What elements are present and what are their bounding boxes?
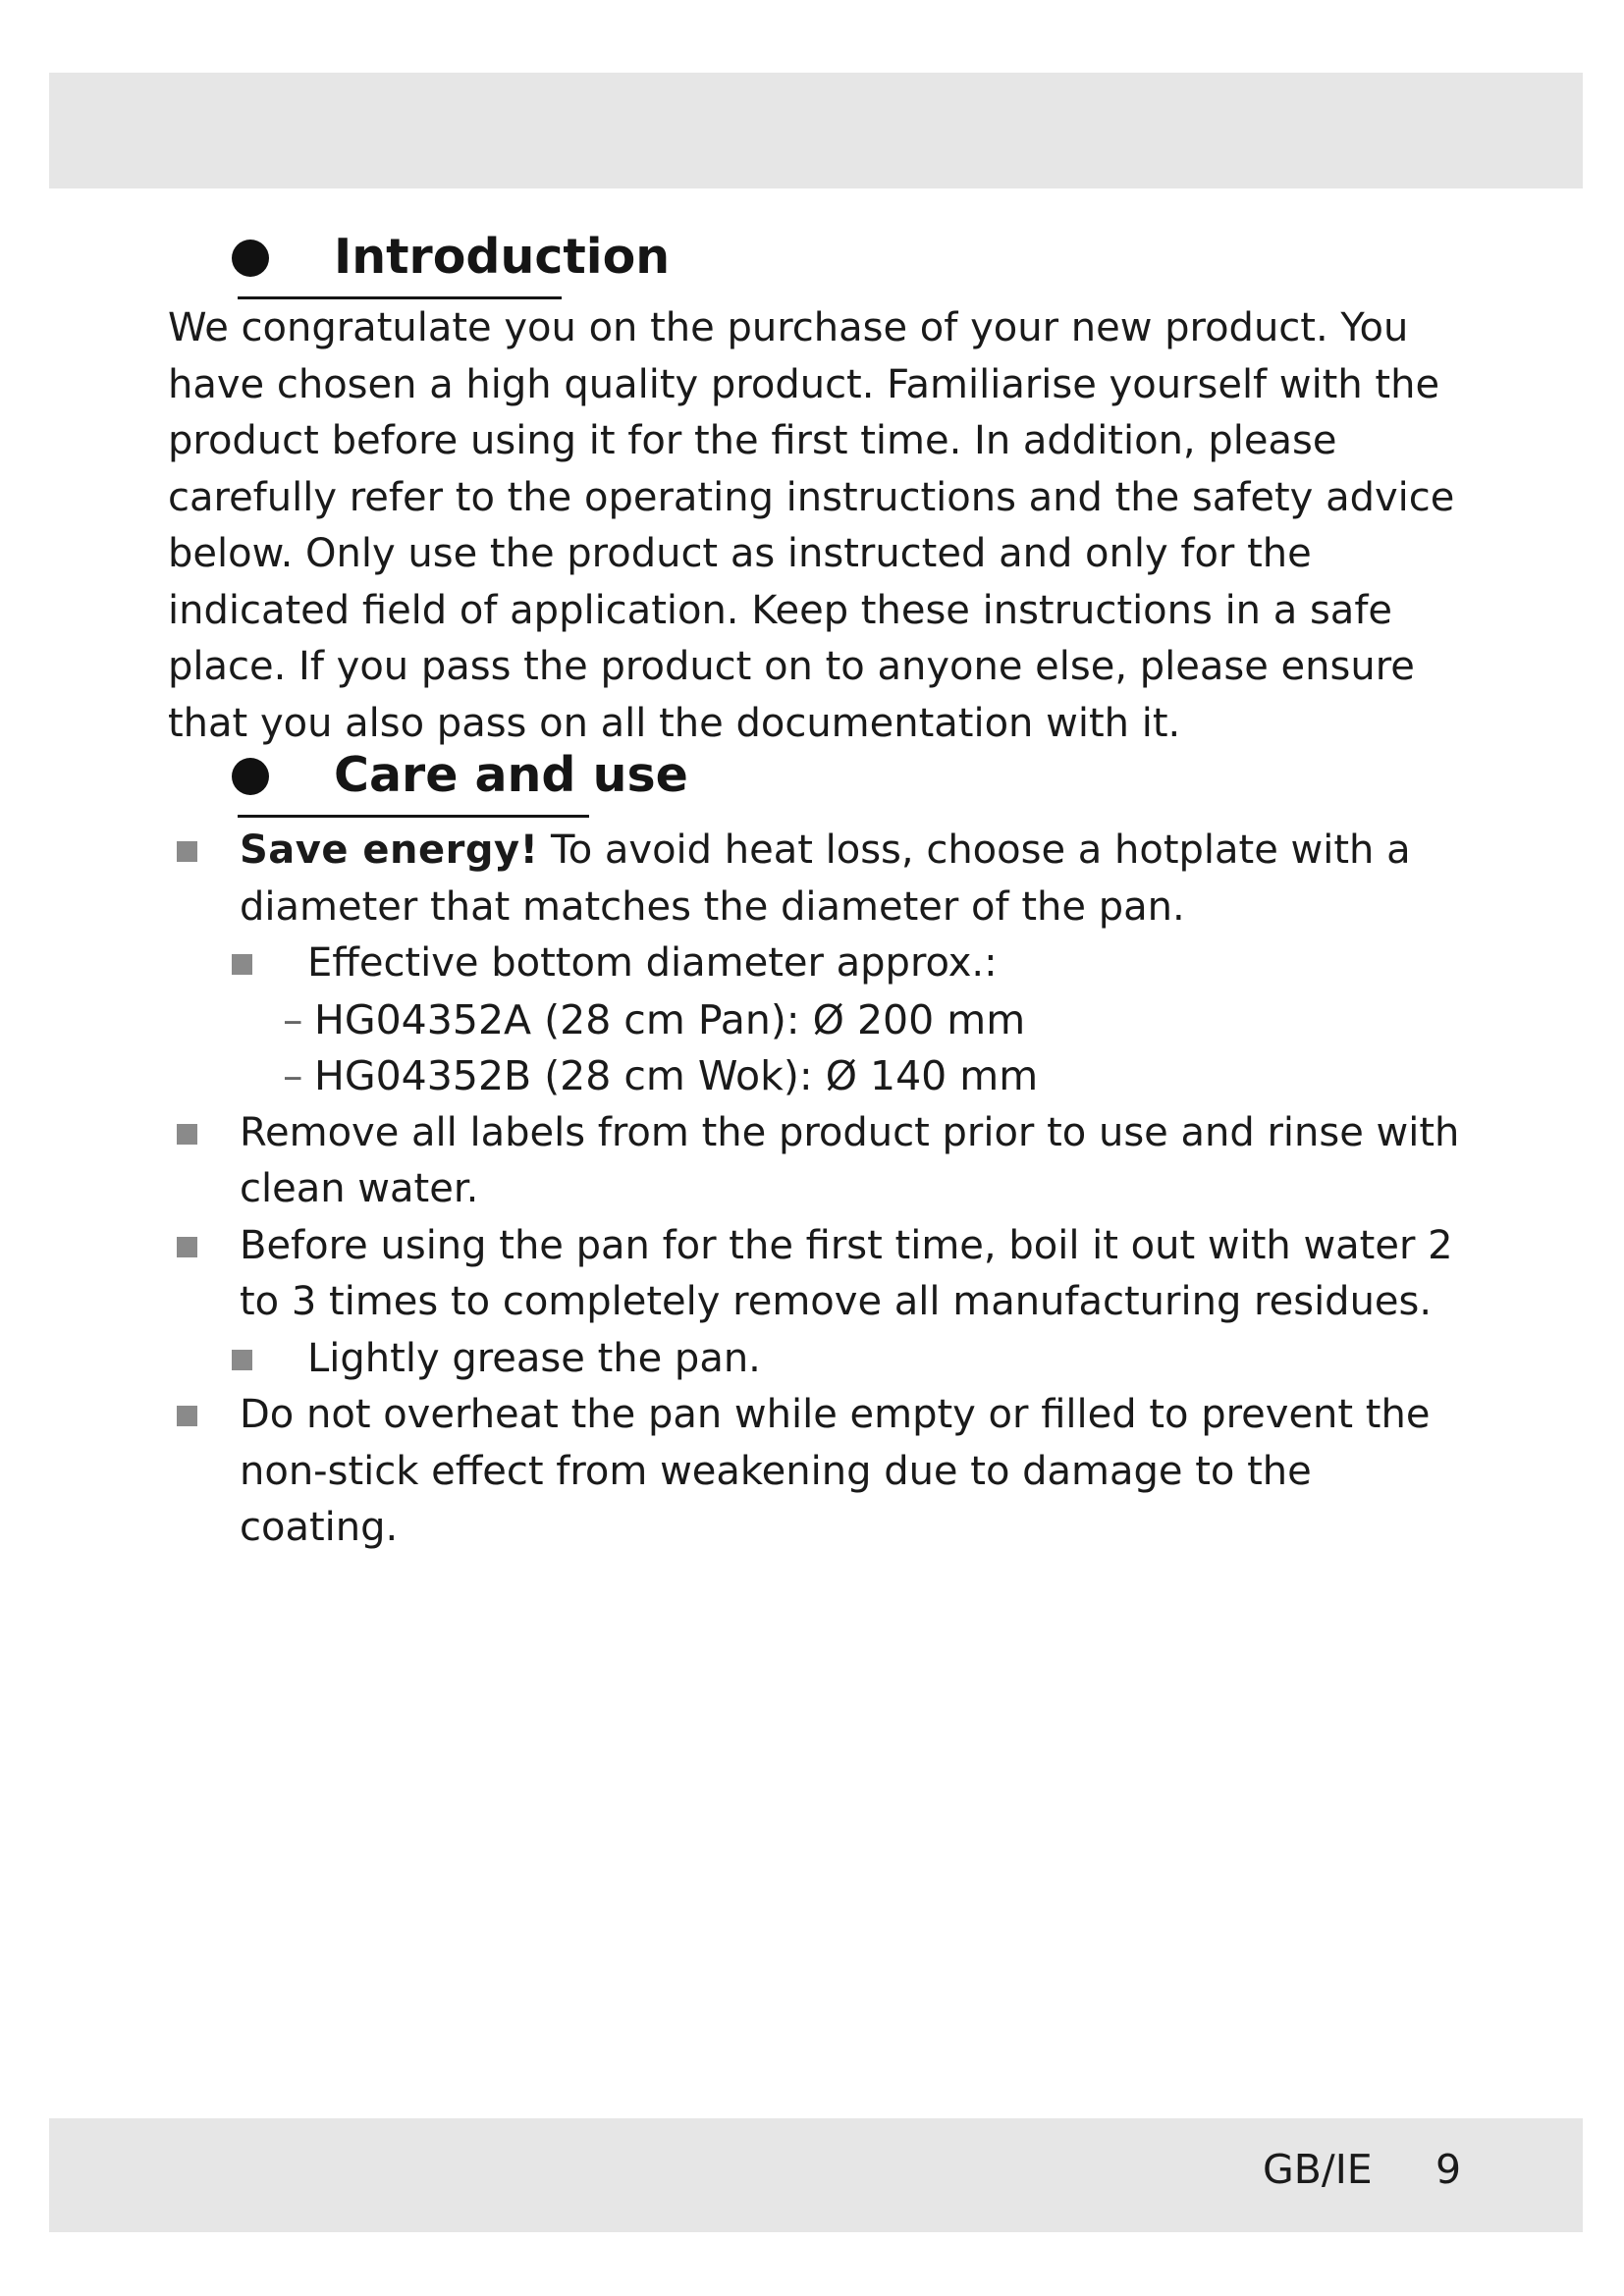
- list-item-remove-labels: [0, 1105, 1467, 1218]
- dash-glyph: –: [283, 1052, 303, 1099]
- square-bullet-icon: [232, 1350, 252, 1370]
- grease-text: Lightly grease the pan.: [307, 1335, 761, 1381]
- diameter-wok: [0, 1048, 1492, 1105]
- bullet-dot-icon: [232, 240, 269, 277]
- save-energy-text: To avoid heat loss, choose a hotplate with a diameter that matches the diameter of the pan.: [240, 828, 1411, 930]
- square-bullet-icon: [232, 954, 252, 975]
- square-bullet-icon: [177, 841, 197, 862]
- save-energy-lead: Save energy!: [240, 828, 539, 873]
- square-bullet-icon: [177, 1406, 197, 1426]
- diameter-wok-text: HG04352B (28 cm Wok): Ø 140 mm: [314, 1052, 1039, 1099]
- introduction-heading-text: Introduction: [334, 229, 671, 285]
- bottom-diameter-text: Effective bottom diameter approx.:: [307, 940, 998, 986]
- introduction-paragraph: We congratulate you on the purchase of your new product. You have chosen a high quality product. Familiarise yourself with the product before using it for the first time. In addition, please carefully refer to the operating instructions and the safety advice below. Only use the product as instructed and only for the indicated field of application. Keep these instructions in a safe place. If you pass the product on to anyone else, please ensure that you also pass on all the documentation with it.: [168, 305, 1455, 746]
- list-item-boil-out: [0, 1218, 1467, 1331]
- list-item-overheat: [0, 1387, 1467, 1557]
- diameter-pan-text: HG04352A (28 cm Pan): Ø 200 mm: [314, 995, 1026, 1043]
- heading-underline: [238, 815, 589, 818]
- list-subitem-bottom-diameter: [0, 935, 1486, 992]
- footer-region-label: GB/IE: [1263, 2146, 1373, 2193]
- header-band: [49, 73, 1583, 188]
- overheat-text: Do not overheat the pan while empty or filled to prevent the non-stick effect from weakening due to damage to the coating.: [240, 1392, 1431, 1550]
- care-and-use-list: [0, 823, 1624, 1557]
- bullet-dot-icon: [232, 758, 269, 795]
- list-subitem-grease: [0, 1331, 1486, 1388]
- heading-underline: [238, 296, 562, 299]
- dash-glyph: –: [283, 995, 303, 1043]
- list-item-save-energy: [0, 823, 1467, 935]
- square-bullet-icon: [177, 1237, 197, 1257]
- boil-out-text: Before using the pan for the first time, boil it out with water 2 to 3 times to completely remove all manufacturing residues.: [240, 1222, 1453, 1324]
- square-bullet-icon: [177, 1124, 197, 1145]
- care-and-use-heading-text: Care and use: [334, 747, 688, 803]
- diameter-pan: [0, 992, 1492, 1049]
- page-number: 9: [1435, 2146, 1462, 2193]
- remove-labels-text: Remove all labels from the product prior to use and rinse with clean water.: [240, 1109, 1460, 1211]
